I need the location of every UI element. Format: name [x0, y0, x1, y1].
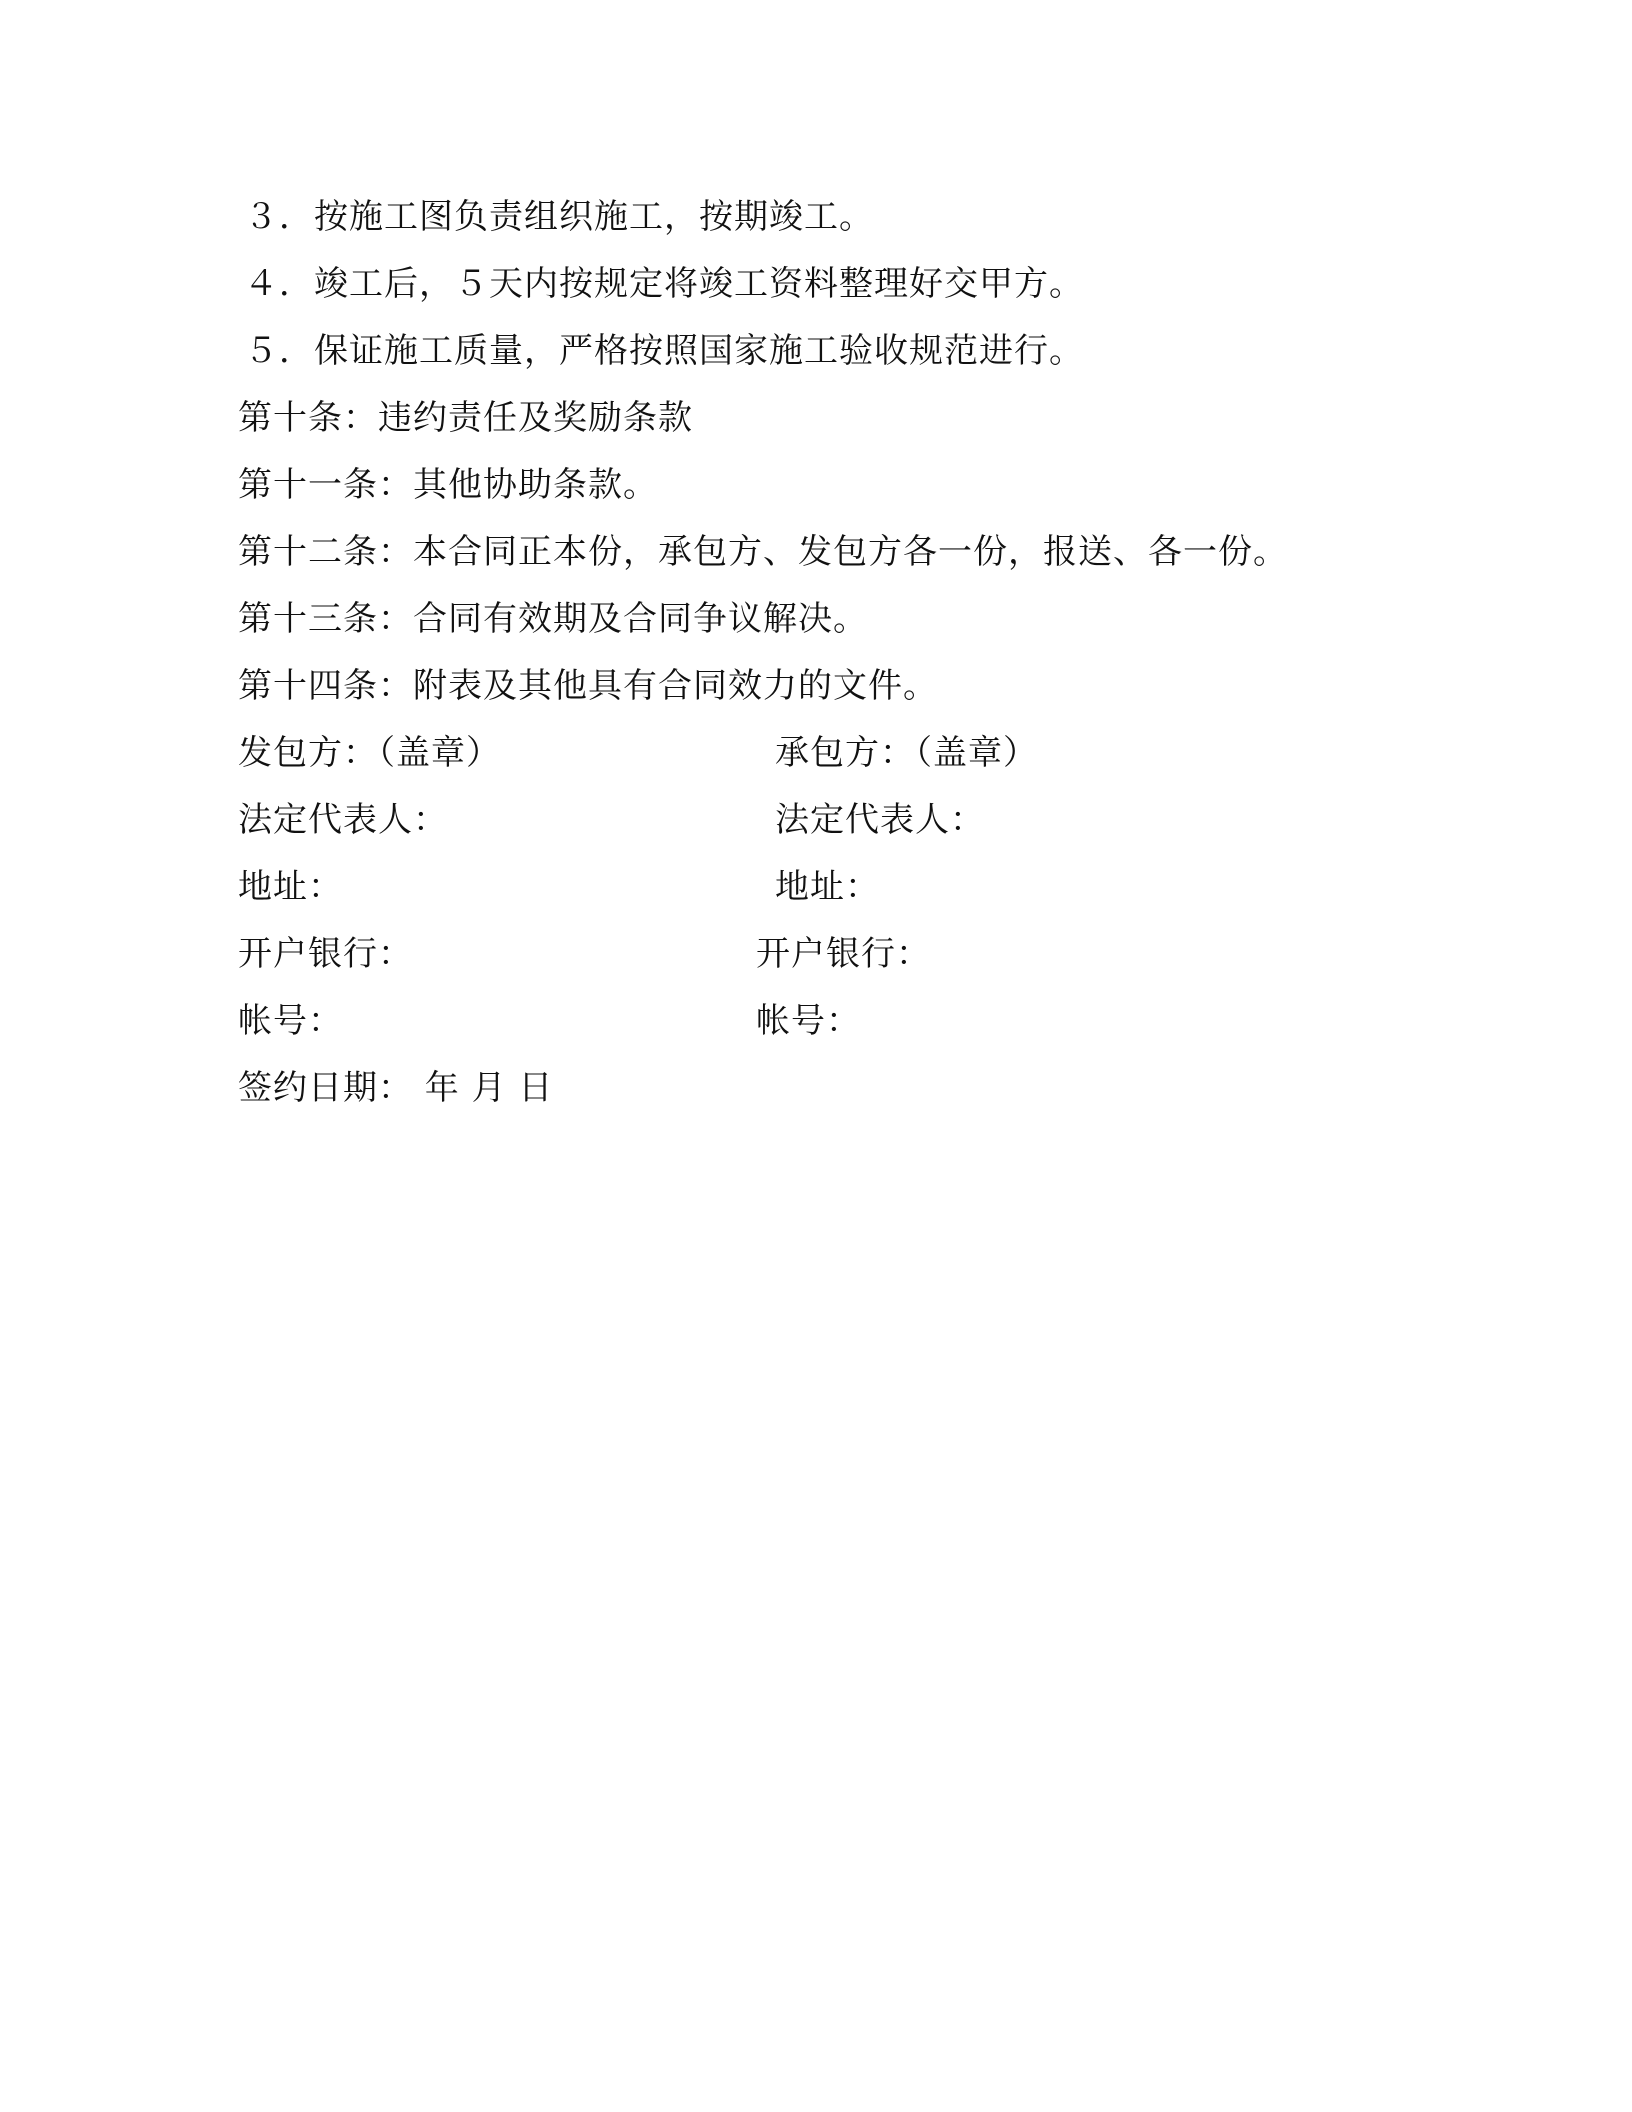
- article-10: 第十条：违约责任及奖励条款: [238, 398, 693, 438]
- right-address-label: 地址：: [775, 867, 880, 907]
- article-13: 第十三条：合同有效期及合同争议解决。: [238, 599, 868, 639]
- right-legal-rep-label: 法定代表人：: [775, 800, 985, 840]
- right-account-label: 帐号：: [756, 1001, 861, 1041]
- left-account-label: 帐号：: [238, 1001, 343, 1041]
- left-bank-label: 开户银行：: [238, 934, 413, 974]
- right-bank-label: 开户银行：: [756, 934, 931, 974]
- article-11: 第十一条：其他协助条款。: [238, 465, 658, 505]
- left-legal-rep-label: 法定代表人：: [238, 800, 448, 840]
- list-item-4: ４．竣工后，５天内按规定将竣工资料整理好交甲方。: [244, 264, 1084, 304]
- left-address-label: 地址：: [238, 867, 343, 907]
- list-item-5: ５．保证施工质量，严格按照国家施工验收规范进行。: [244, 331, 1084, 371]
- contractor-party-label: 承包方：（盖章）: [775, 733, 1038, 773]
- contractor-owner-party-label: 发包方：（盖章）: [238, 733, 501, 773]
- article-14: 第十四条：附表及其他具有合同效力的文件。: [238, 666, 938, 706]
- article-12: 第十二条：本合同正本份，承包方、发包方各一份，报送、各一份。: [238, 532, 1288, 572]
- signing-date-label: 签约日期： 年 月 日: [238, 1068, 554, 1108]
- list-item-3: ３．按施工图负责组织施工，按期竣工。: [244, 197, 874, 237]
